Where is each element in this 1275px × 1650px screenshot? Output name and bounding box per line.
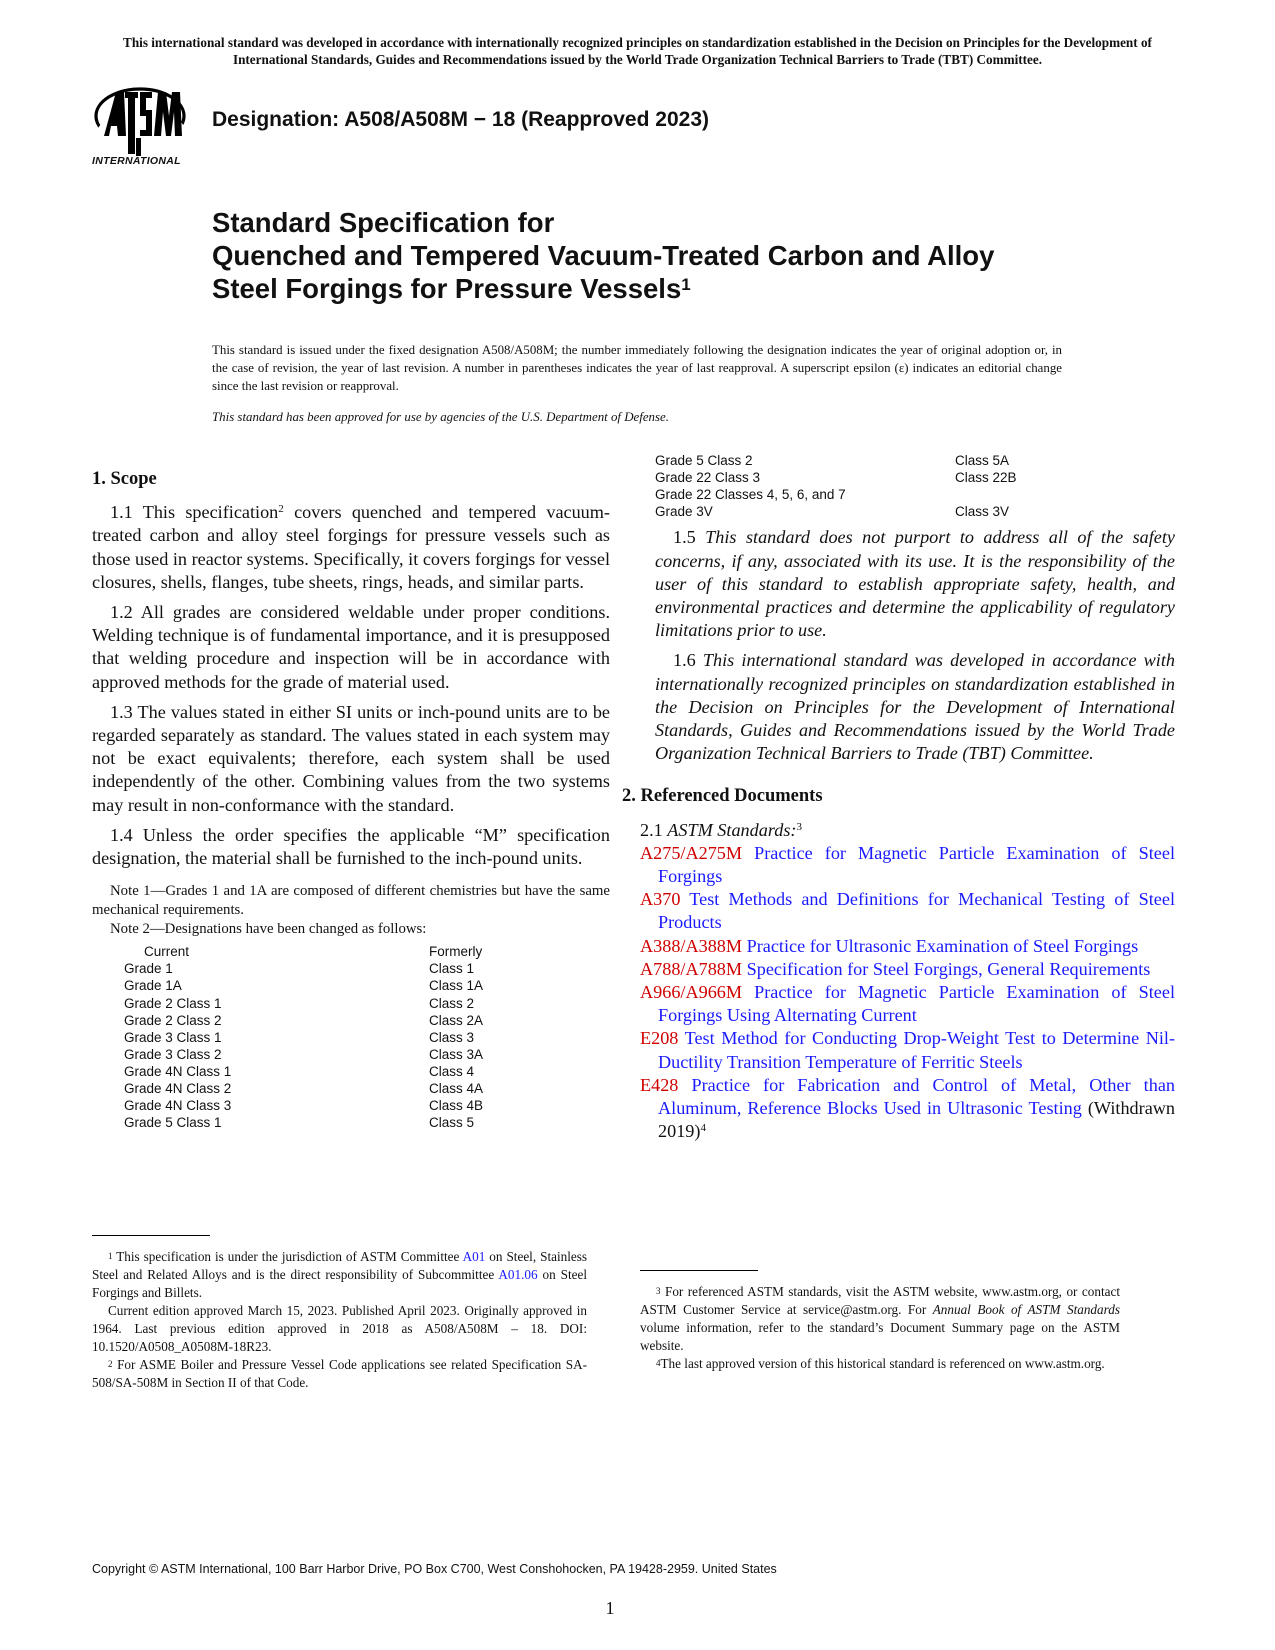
para-1-5-num: 1.5 — [673, 527, 696, 548]
fn1-text-b: on Steel, Stainless Steel and Related Alloys and is the direct responsibility of Subcommittee — [92, 1249, 587, 1282]
grade-current: Grade 3 Class 1 — [124, 1029, 222, 1045]
fn1-text-a: This specification is under the jurisdiction of ASTM Committee — [112, 1249, 463, 1264]
grade-formerly: Class 22B — [955, 470, 1017, 486]
document-title — [212, 206, 1112, 305]
note-2 — [92, 920, 610, 939]
footnotes-right — [640, 1283, 1120, 1373]
grade-formerly: Class 5A — [955, 453, 1010, 468]
page-number: 1 — [605, 1598, 615, 1618]
fn3-italic: Annual Book of ASTM Standards — [932, 1302, 1120, 1317]
grade-formerly: Class 5 — [429, 1115, 475, 1131]
para-1-6-num: 1.6 — [673, 650, 696, 671]
grade-formerly: Class 4A — [429, 1081, 484, 1096]
note-1-text: —Grades 1 and 1A are composed of different chemistries but have the same mechanical requirements. — [92, 883, 610, 919]
reference-item[interactable] — [640, 1027, 1175, 1073]
reference-code[interactable]: A966/A966M — [640, 982, 743, 1003]
footnote-ref-2: 2 — [278, 503, 284, 516]
para-1-5 — [655, 526, 1175, 642]
grades_left-row — [124, 977, 564, 994]
fn2-mark: 2 — [108, 1359, 113, 1369]
footnote-ref-3: 3 — [796, 820, 802, 833]
grade-current: Grade 3V — [655, 504, 713, 520]
grade-current: Grade 4N Class 3 — [124, 1098, 232, 1114]
para-1-4: 1.4 Unless the order specifies the applicable “M” specification designation, the material shall be furnished to the inch-pound units. — [92, 824, 610, 869]
grades_left-row — [124, 1080, 564, 1097]
grade-formerly: Class 2 — [429, 995, 475, 1011]
para-1-6-text: This international standard was developed in accordance with internationally recognized principles on standardization established in the Decision on Principles for the Development of International Standards, Guides and Recommendations issued by the World Trade Organization Technical Barriers to Trade (TBT) Committee. — [655, 650, 1176, 764]
reference-code[interactable]: A388/A388M — [640, 935, 743, 956]
grades_left-row — [124, 995, 564, 1012]
reference-title[interactable]: Specification for Steel Forgings, General Requirements — [746, 958, 1151, 979]
grade-formerly: Class 4B — [429, 1098, 484, 1114]
reference-code[interactable]: A788/A788M — [640, 958, 743, 979]
grades_left-row — [124, 960, 564, 977]
reference-code[interactable]: E428 — [640, 1074, 679, 1095]
issuance-statement: This standard is issued under the fixed designation A508/A508M; the number immediately following the designation indicates the year of original adoption or, in the case of revision, the year of last revision. A number in parentheses indicates the year of last reapproval. A superscript epsilon (ε) indicates an editorial change since the last revision or reapproval. — [212, 343, 1062, 393]
para-2-1 — [640, 819, 1175, 842]
grade-formerly: Class 3A — [429, 1046, 484, 1062]
title-line-2: Quenched and Tempered Vacuum-Treated Carbon and Alloy — [212, 240, 995, 271]
right-column — [622, 452, 1176, 1143]
footnote-1 — [92, 1248, 587, 1302]
grade-current: Grade 22 Class 3 — [655, 470, 761, 486]
footnote-3 — [640, 1283, 1120, 1355]
note-2-text: —Designations have been changed as follows: — [149, 921, 427, 938]
grades_left-row — [124, 1046, 564, 1063]
footnote-4 — [640, 1355, 1120, 1373]
reference-list — [640, 842, 1175, 1074]
footnote-2 — [92, 1356, 587, 1392]
para-1-6 — [655, 649, 1175, 765]
grade-formerly: Class 2A — [429, 1012, 484, 1028]
para-1-1 — [92, 501, 610, 594]
para-2-1-num: 2.1 — [640, 819, 663, 840]
para-1-1-b: covers quenched and tempered vacuum-treated carbon and alloy steel forgings for pressure vessels such as those used in reactor systems. Specifically, it covers forgings for vessel closures, shells, flanges, tube sheets, rings, heads, and similar parts. — [92, 502, 610, 592]
grades_right-row — [655, 452, 1075, 469]
footnote-rule-left — [92, 1235, 210, 1236]
reference-title[interactable]: Test Method for Conducting Drop-Weight Test to Determine Nil-Ductility Transition Temperature of Ferritic Steels — [658, 1028, 1176, 1072]
footnotes-left — [92, 1248, 587, 1392]
grades_left-row — [124, 1012, 564, 1029]
para-1-3: 1.3 The values stated in either SI units or inch-pound units are to be regarded separately as standard. The values stated in each system may not be exact equivalents; therefore, each system shall be used independently of the other. Combining values from the two systems may result in non-conformance with the standard. — [92, 701, 610, 815]
grade-formerly: Class 1A — [429, 978, 484, 994]
fn4-mark: 4 — [656, 1358, 661, 1368]
grade-formerly: Class 3 — [429, 1029, 475, 1045]
reference-title[interactable]: Practice for Fabrication and Control of Metal, Other than Aluminum, Reference Blocks Used in Ultrasonic Testing — [658, 1074, 1175, 1119]
reference-title[interactable]: Practice for Ultrasonic Examination of Steel Forgings — [746, 935, 1139, 956]
grade-current: Grade 2 Class 1 — [124, 995, 222, 1011]
fn2-text: For ASME Boiler and Pressure Vessel Code applications see related Specification SA-508/SA-508M in Section II of that Code. — [92, 1357, 587, 1390]
subcommittee-a01-06-link[interactable]: A01.06 — [498, 1267, 538, 1282]
reference-code[interactable]: A275/A275M — [640, 842, 743, 863]
para-1-5-text: This standard does not purport to address all of the safety concerns, if any, associated with its use. It is the responsibility of the user of this standard to establish appropriate safety, health, and environmental practices and determine the applicability of regulatory limitations prior to use. — [655, 527, 1175, 641]
grade-current: Grade 1 — [124, 961, 173, 977]
grade-current: Grade 1A — [124, 978, 182, 994]
footnote-ref-4: 4 — [700, 1122, 706, 1135]
grade-current: Grade 22 Classes 4, 5, 6, and 7 — [655, 487, 846, 503]
col-formerly: Formerly — [429, 944, 483, 960]
grades-table-header — [124, 943, 564, 960]
grade-current: Grade 4N Class 1 — [124, 1063, 232, 1079]
reference-item[interactable] — [640, 958, 1175, 981]
title-line-1: Standard Specification for — [212, 207, 555, 238]
note-1-label: Note 1 — [110, 883, 151, 900]
grades_left-row — [124, 1114, 564, 1131]
grades_left-row — [124, 1097, 564, 1114]
reference-item[interactable] — [640, 981, 1175, 1027]
para-1-1-a: 1.1 This specification — [110, 502, 279, 523]
para-2-1-label: ASTM Standards: — [667, 819, 797, 840]
fn3-text-b: volume information, refer to the standard’s Document Summary page on the ASTM website. — [640, 1320, 1120, 1353]
reference-item-e428[interactable] — [640, 1074, 1175, 1144]
designation: Designation: A508/A508M − 18 (Reapproved 2023) — [212, 108, 709, 131]
logo-text: INTERNATIONAL — [92, 155, 181, 167]
grades_left-row — [124, 1063, 564, 1080]
section-scope-heading: 1. Scope — [92, 469, 157, 489]
dod-approval: This standard has been approved for use by agencies of the U.S. Department of Defense. — [212, 410, 669, 424]
title-line-3 — [212, 272, 1112, 305]
reference-title[interactable]: Practice for Magnetic Particle Examination of Steel Forgings — [658, 842, 1175, 887]
para-1-2: 1.2 All grades are considered weldable under proper conditions. Welding technique is of fundamental importance, and it is presupposed that welding procedure and inspection will be in accordance with approved methods for the grade of material used. — [92, 602, 610, 692]
title-footnote-mark: 1 — [681, 275, 691, 294]
grades-table-left — [124, 943, 564, 1131]
reference-title[interactable]: Practice for Magnetic Particle Examination of Steel Forgings Using Alternating Current — [658, 982, 1175, 1026]
reference-code[interactable]: A370 — [640, 889, 681, 910]
reference-withdrawn: (Withdrawn 2019) — [658, 1098, 1175, 1142]
left-column — [92, 468, 610, 1131]
grades_right-row — [655, 503, 1075, 520]
footnote-1-edition: Current edition approved March 15, 2023. Published April 2023. Originally approved in 1964. Last previous edition approved in 2018 as A508/A508M – 18. DOI: 10.1520/A0508_A0508M-18R23. — [92, 1303, 587, 1354]
grade-current: Grade 4N Class 2 — [124, 1081, 232, 1096]
grade-formerly: Class 4 — [429, 1063, 475, 1079]
grade-formerly — [955, 486, 1075, 503]
fn3-mark: 3 — [656, 1286, 661, 1296]
reference-title[interactable]: Test Methods and Definitions for Mechanical Testing of Steel Products — [658, 889, 1175, 933]
wto-notice: This international standard was developed in accordance with internationally recognized principles on standardization established in the Decision on Principles for the Development of International Standards, Guides and Recommendations issued by the World Trade Organization Technical Barriers to Trade (TBT) Committee. — [123, 35, 1152, 67]
grades_left-row — [124, 1029, 564, 1046]
grade-formerly: Class 3V — [955, 504, 1010, 520]
committee-a01-link[interactable]: A01 — [462, 1249, 486, 1264]
fn3-text-a: For referenced ASTM standards, visit the ASTM website, www.astm.org, or contact ASTM Customer Service at service@astm.org. For — [640, 1284, 1120, 1317]
reference-code[interactable]: E208 — [640, 1028, 679, 1049]
copyright: Copyright © ASTM International, 100 Barr Harbor Drive, PO Box C700, West Conshohocken, PA 19428-2959. United States — [92, 1562, 777, 1576]
col-current: Current — [144, 944, 190, 960]
grade-current: Grade 5 Class 2 — [655, 453, 753, 468]
note-1 — [92, 882, 610, 920]
grade-current: Grade 2 Class 2 — [124, 1012, 222, 1028]
section-references-heading: 2. Referenced Documents — [622, 786, 823, 807]
note-2-label: Note 2 — [110, 921, 150, 938]
reference-item[interactable] — [640, 842, 1175, 888]
fn1-mark: 1 — [108, 1251, 113, 1261]
grade-current: Grade 3 Class 2 — [124, 1046, 222, 1062]
title-line-3-text: Steel Forgings for Pressure Vessels — [212, 273, 682, 304]
grades-table-right — [655, 452, 1075, 520]
astm-logo — [92, 86, 192, 172]
reference-item[interactable] — [640, 935, 1175, 958]
footnote-rule-right — [640, 1270, 758, 1271]
grades_right-row — [655, 469, 1075, 486]
reference-item[interactable] — [640, 888, 1175, 934]
grade-formerly: Class 1 — [429, 961, 475, 977]
fn4-text: The last approved version of this historical standard is referenced on www.astm.org. — [660, 1356, 1105, 1371]
grades_right-row — [655, 486, 1075, 503]
grade-current: Grade 5 Class 1 — [124, 1115, 222, 1131]
fn1-text-c: on Steel Forgings and Billets. — [92, 1267, 587, 1300]
